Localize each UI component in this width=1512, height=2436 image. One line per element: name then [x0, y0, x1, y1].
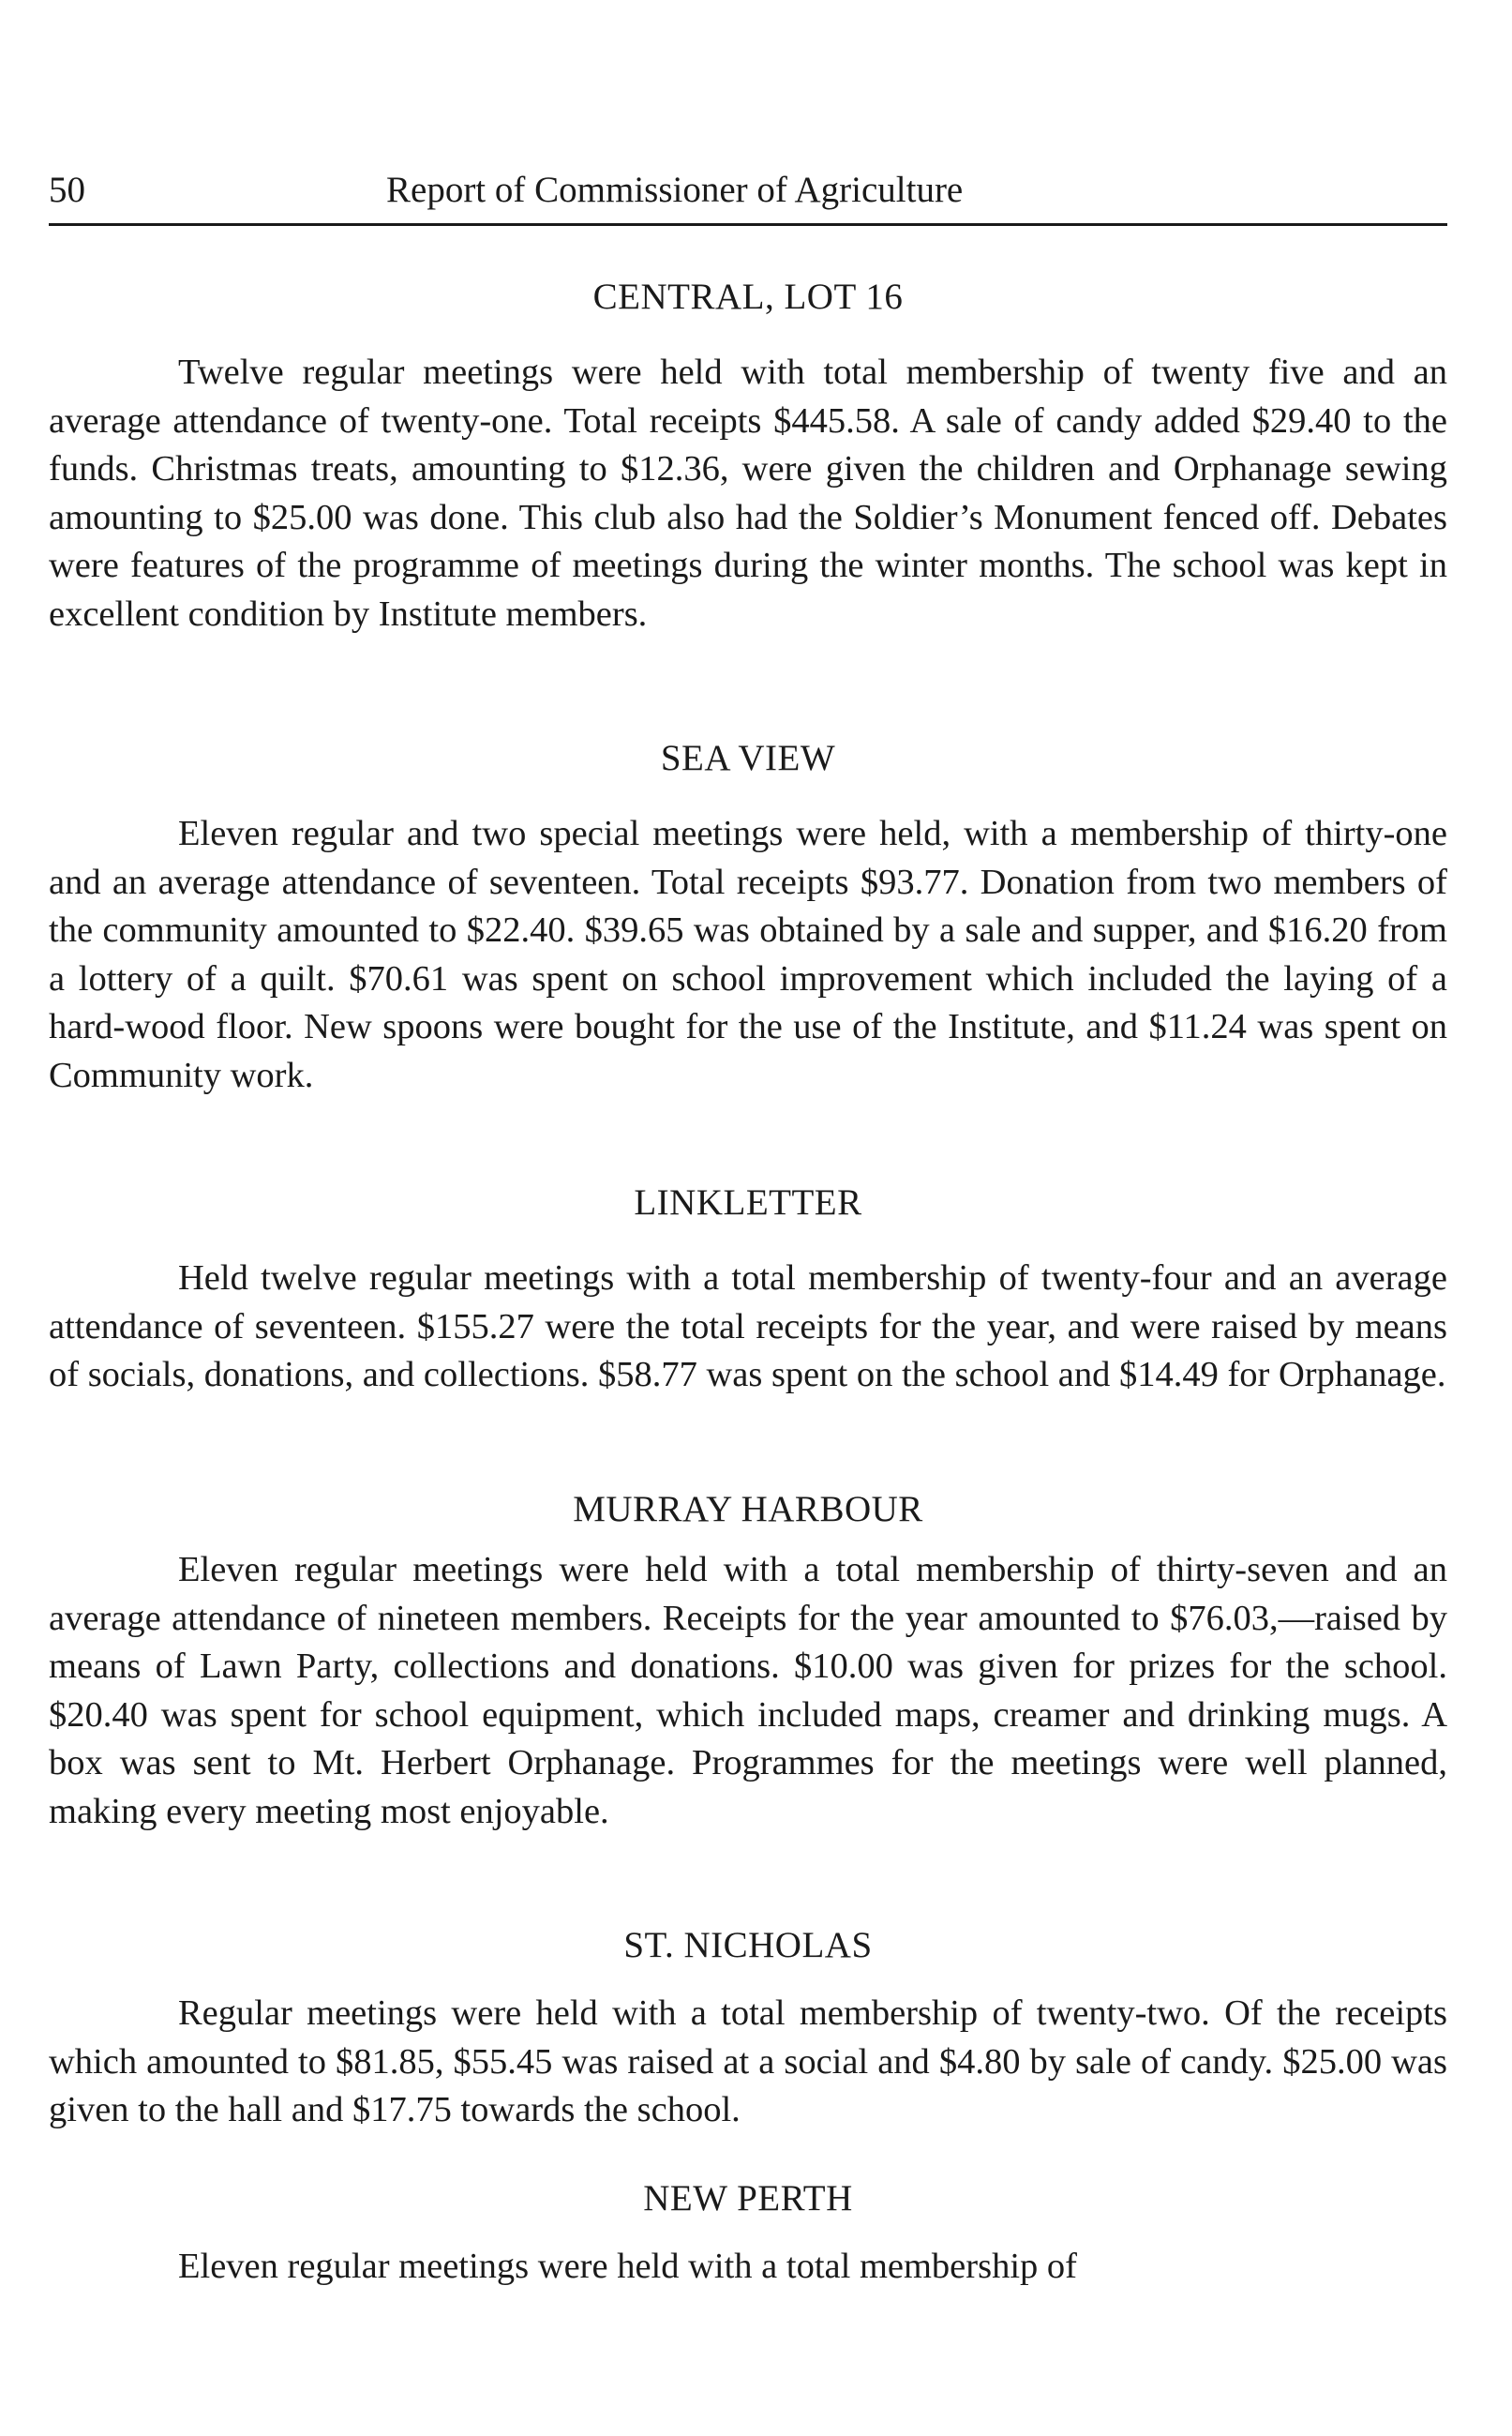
section-linkletter	[49, 1180, 1447, 1400]
section-body: Regular meetings were held with a total membership of twenty-two. Of the receipts which amounted to $81.85, $55.45 was raised at a social and $4.80 by sale of candy. $25.00 was given to the hall and $17.75 towards the school.	[49, 1993, 1447, 2129]
header-rule	[49, 223, 1447, 226]
section-heading: ST. NICHOLAS	[623, 1925, 873, 1965]
section-heading: LINKLETTER	[634, 1182, 862, 1223]
running-title: Report of Commissioner of Agriculture	[386, 170, 964, 210]
section-heading: SEA VIEW	[660, 738, 836, 778]
section-new-perth	[49, 2175, 1447, 2292]
document-page	[49, 0, 1447, 2436]
section-central-lot-16	[49, 274, 1447, 639]
section-heading: CENTRAL, LOT 16	[592, 277, 904, 317]
section-body: Eleven regular meetings were held with a total membership of	[178, 2247, 1077, 2286]
running-head	[49, 167, 1447, 214]
page-number: 50	[49, 170, 85, 210]
section-body: Eleven regular meetings were held with a total membership of thirty-seven and an average attendance of nineteen members. Receipts for the year amounted to $76.03,—raised by means of Lawn Party, collections and donations. $10.00 was given for prizes for the school. $20.40 was spent for school equipment, which included maps, creamer and drinking mugs. A box was sent to Mt. Herbert Orphanage. Programmes for the meetings were well planned, making every meeting most enjoyable.	[49, 1550, 1447, 1831]
section-body: Twelve regular meetings were held with total membership of twenty five and an average attendance of twenty-one. Total receipts $445.58. A sale of candy added $29.40 to the funds. Christmas treats, amounting to $12.36, were given the children and Orphanage sewing amounting to $25.00 was done. This club also had the Soldier’s Monument fenced off. Debates were features of the programme of meetings during the winter months. The school was kept in excellent condition by Institute members.	[49, 353, 1447, 634]
section-heading: NEW PERTH	[643, 2178, 853, 2218]
section-body: Held twelve regular meetings with a total membership of twenty-four and an average attendance of seventeen. $155.27 were the total receipts for the year, and were raised by means of socials, donations, and collections. $58.77 was spent on the school and $14.49 for Orphanage.	[49, 1258, 1447, 1394]
section-heading: MURRAY HARBOUR	[573, 1489, 923, 1529]
section-st-nicholas	[49, 1922, 1447, 2135]
section-sea-view	[49, 735, 1447, 1100]
section-body: Eleven regular and two special meetings were held, with a membership of thirty-one and an average attendance of seventeen. Total receipts $93.77. Donation from two members of the community amounted to $22.40. $39.65 was obtained by a sale and supper, and $16.20 from a lottery of a quilt. $70.61 was spent on school improvement which included the laying of a hard-wood floor. New spoons were bought for the use of the Institute, and $11.24 was spent on Community work.	[49, 814, 1447, 1095]
section-murray-harbour	[49, 1486, 1447, 1836]
